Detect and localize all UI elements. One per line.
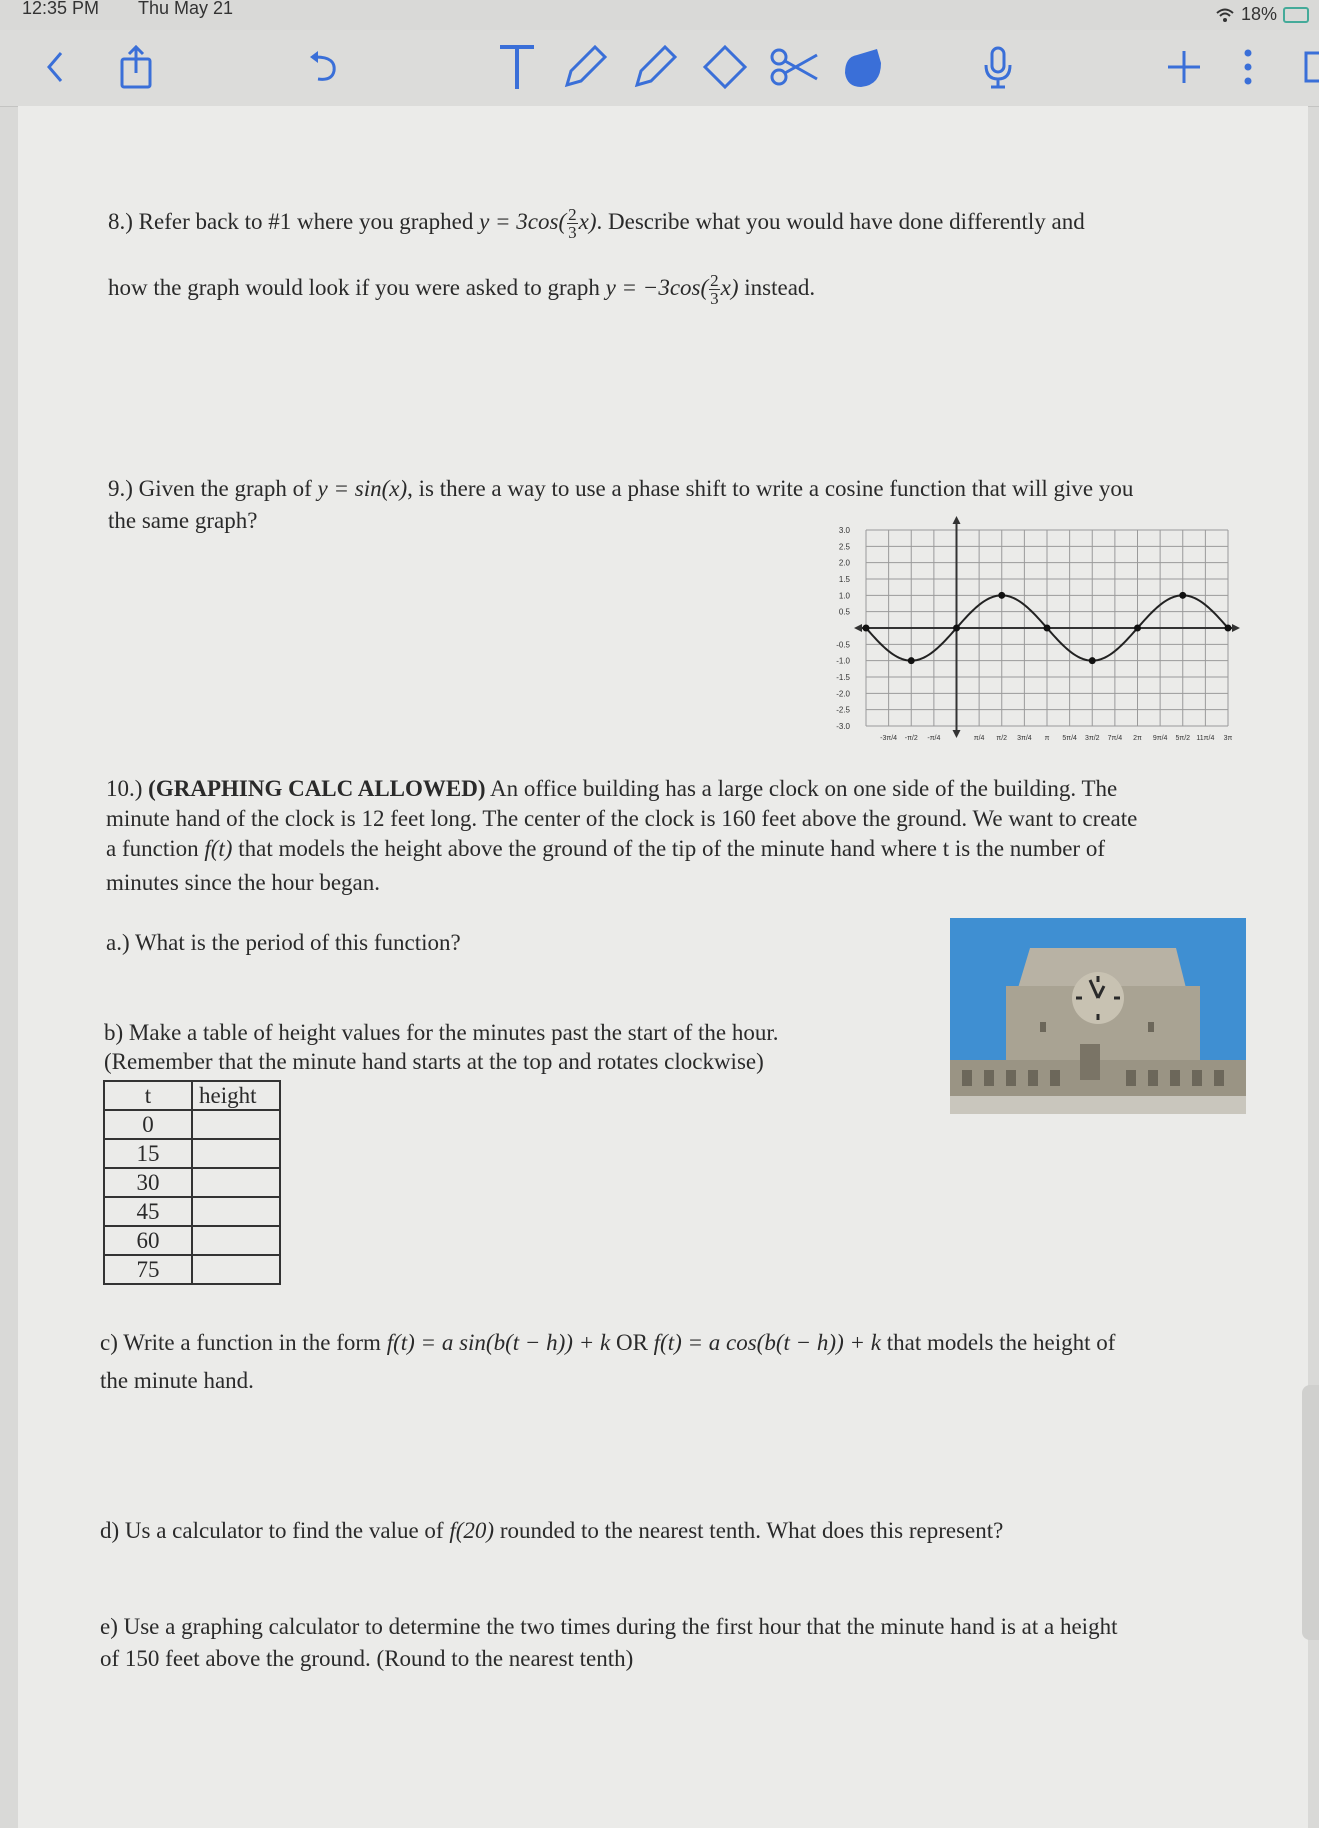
q8-text-a: Refer back to #1 where you graphed — [138, 208, 474, 234]
q8-text-b: . Describe what you would have done differently and — [596, 208, 1085, 234]
y-tick-label: -3.0 — [836, 722, 850, 731]
sine-graph — [828, 512, 1248, 750]
microphone-icon[interactable] — [980, 38, 1016, 96]
x-axis-arrow-left — [854, 624, 862, 632]
lasso-icon[interactable] — [766, 38, 822, 96]
q10-label: 10.) — [106, 776, 143, 801]
form-sin: f(t) = a sin(b(t − h)) + k — [386, 1330, 611, 1355]
q8-line2 — [108, 272, 1268, 307]
q8-label: 8.) — [108, 208, 133, 234]
data-point — [953, 625, 960, 632]
hand-icon[interactable] — [836, 38, 886, 96]
x-tick-label: π/2 — [996, 735, 1008, 742]
data-point — [998, 592, 1005, 599]
more-icon[interactable] — [1236, 38, 1260, 96]
x-tick-label: π — [1044, 735, 1050, 742]
y-tick-label: -1.0 — [836, 656, 850, 666]
pages-icon[interactable] — [1300, 38, 1319, 96]
status-date: Thu May 21 — [138, 0, 234, 18]
data-point — [1044, 625, 1051, 632]
x-axis-arrow-right — [1232, 624, 1240, 632]
y-tick-label: 2.5 — [838, 542, 850, 552]
table-header-height: height — [192, 1081, 280, 1110]
x-tick-label: 11π/4 — [1196, 735, 1215, 742]
q10-line4: minutes since the hour began. — [106, 870, 381, 895]
table-row: 30 — [104, 1168, 280, 1197]
q9-text-a: Given the graph of — [138, 476, 312, 501]
form-cos: f(t) = a cos(b(t − h)) + k — [653, 1330, 881, 1355]
table-header-row — [104, 1081, 280, 1110]
eraser-icon[interactable] — [700, 38, 750, 96]
x-tick-label: -3π/4 — [880, 735, 898, 742]
add-icon[interactable] — [1164, 38, 1204, 96]
q10-part-b-line1: b) Make a table of height values for the minutes past the start of the hour. — [104, 1020, 779, 1045]
building-illustration — [950, 918, 1246, 1114]
status-time: 12:35 PM — [22, 0, 100, 18]
q10-line1 — [106, 774, 1296, 804]
toolbar — [0, 30, 1319, 107]
q8-text-d: instead. — [744, 274, 816, 300]
q8-eq2-lhs: y = −3cos( — [605, 274, 709, 300]
q10-bold: (GRAPHING CALC ALLOWED) — [148, 776, 486, 801]
q10-part-e-line2: of 150 feet above the ground. (Round to the nearest tenth) — [100, 1646, 634, 1671]
x-tick-label: 7π/4 — [1107, 735, 1123, 742]
q9-text-c: the same graph? — [108, 508, 258, 533]
clock-building-photo — [950, 918, 1246, 1114]
q10-line3: a function f(t) that models the height above the ground of the tip of the minute hand where t is the number of — [106, 836, 1105, 861]
table-row: 60 — [104, 1226, 280, 1255]
share-icon[interactable] — [114, 38, 158, 96]
y-tick-label: 1.5 — [838, 575, 850, 584]
data-point — [1089, 657, 1096, 664]
q9-line1 — [108, 474, 1288, 504]
highlighter-icon[interactable] — [630, 38, 680, 96]
data-point — [908, 657, 915, 664]
y-tick-label: -2.0 — [836, 689, 850, 699]
y-tick-label: 0.5 — [838, 607, 850, 617]
data-point — [1179, 592, 1186, 599]
x-tick-label: π/4 — [973, 735, 985, 742]
q10-part-c-line1: c) Write a function in the form f(t) = a sin(b(t − h)) + k OR f(t) = a cos(b(t − h)) + k that models the height of — [100, 1330, 1116, 1355]
q9-eq: y = sin(x) — [317, 476, 408, 501]
y-axis-arrow-down — [953, 730, 961, 738]
q10-part-c-line2: the minute hand. — [100, 1368, 254, 1393]
x-tick-label: 3π/2 — [1084, 735, 1100, 742]
q10-part-a: a.) What is the period of this function? — [106, 930, 461, 955]
y-tick-label: -0.5 — [836, 640, 850, 650]
wifi-icon — [1215, 7, 1235, 23]
q10-text-1: An office building has a large clock on one side of the building. The — [490, 776, 1118, 801]
q9-text-b: , is there a way to use a phase shift to write a cosine function that will give you — [407, 476, 1134, 501]
q8-text-c: how the graph would look if you were asked to graph — [108, 274, 600, 300]
y-tick-label: 1.0 — [838, 591, 850, 601]
q8-eq2-rhs: x) — [720, 274, 739, 300]
q8-line1 — [108, 206, 1268, 241]
q9-label: 9.) — [108, 476, 133, 501]
x-tick-label: -π/2 — [904, 735, 918, 742]
q10-part-b-line2: (Remember that the minute hand starts at the top and rotates clockwise) — [104, 1049, 764, 1074]
data-point — [1225, 625, 1232, 632]
table-row: 45 — [104, 1197, 280, 1226]
x-tick-label: 2π — [1133, 735, 1142, 742]
q10-line2: minute hand of the clock is 12 feet long. The center of the clock is 160 feet above the ground. We want to create — [106, 806, 1138, 831]
x-tick-label: 3π — [1223, 735, 1233, 742]
data-point — [1134, 625, 1141, 632]
q9-line2 — [108, 506, 257, 536]
q8-fraction-1: $\frac{2}{3}$ — [568, 205, 577, 242]
q10-func: f(t) — [204, 836, 233, 861]
table-row: 75 — [104, 1255, 280, 1284]
y-tick-label: -2.5 — [836, 705, 850, 715]
data-point — [863, 625, 870, 632]
height-table — [103, 1080, 281, 1285]
q10-part-d: d) Us a calculator to find the value of f(20) rounded to the nearest tenth. What does this represent? — [100, 1518, 1004, 1543]
table-row: 0 — [104, 1110, 280, 1139]
table-header-t: t — [104, 1081, 192, 1110]
x-tick-label: -π/4 — [927, 735, 941, 742]
y-tick-label: -1.5 — [836, 673, 850, 682]
battery-icon — [1283, 7, 1309, 23]
q8-fraction-2: $\frac{2}{3}$ — [710, 271, 719, 308]
battery-percent: 18% — [1240, 4, 1277, 24]
text-tool-icon[interactable] — [494, 38, 540, 96]
y-axis-arrow-up — [953, 516, 961, 524]
q8-eq1-lhs: y = 3cos( — [479, 208, 567, 234]
x-tick-label: 9π/4 — [1152, 735, 1168, 742]
x-tick-label: 3π/4 — [1017, 735, 1032, 742]
scroll-handle[interactable] — [1302, 1385, 1319, 1640]
x-tick-label: 5π/2 — [1175, 735, 1191, 742]
back-icon[interactable] — [40, 38, 70, 96]
x-tick-label: 5π/4 — [1062, 735, 1077, 742]
q10-part-e-line1: e) Use a graphing calculator to determine the two times during the first hour that the minute hand is at a height — [100, 1614, 1118, 1639]
q8-eq1-rhs: x) — [578, 208, 597, 234]
pen-icon[interactable] — [560, 38, 610, 96]
undo-icon[interactable] — [304, 38, 344, 96]
status-bar — [0, 0, 1319, 30]
y-tick-label: 2.0 — [838, 558, 850, 568]
table-row: 15 — [104, 1139, 280, 1168]
f-of-20: f(20) — [449, 1518, 495, 1543]
y-tick-label: 3.0 — [838, 526, 850, 535]
